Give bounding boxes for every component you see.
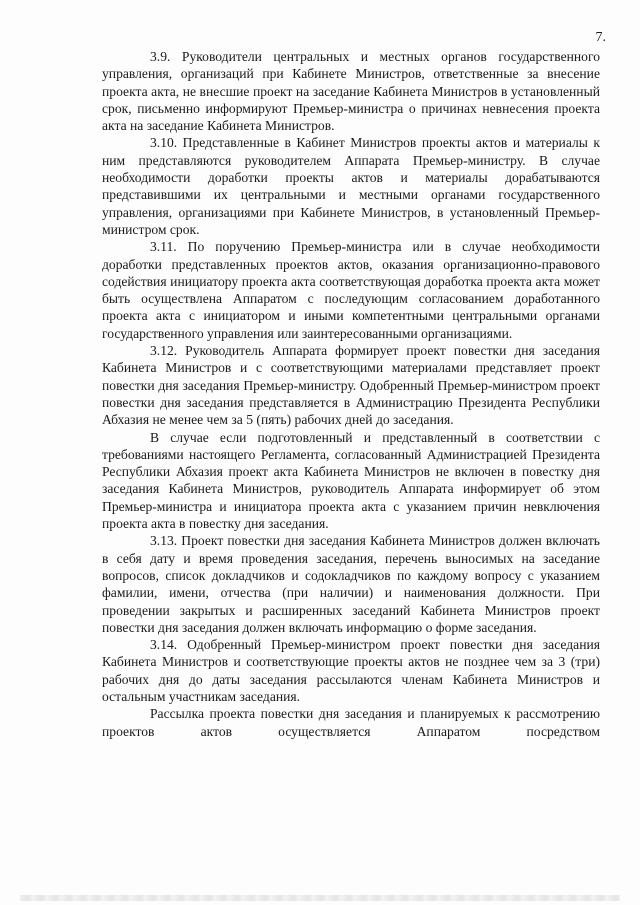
paragraph-3-13: 3.13. Проект повестки дня заседания Кабинета Министров должен включать в себя дату и время проведения заседания, перечень выносимых на заседание вопросов, список докладчиков и содокладчиков по каждому вопросу с указанием фамилии, имени, отчества (при наличии) и наименования должности. При проведении закрытых и расширенных заседаний Кабинета Министров проект повестки дня заседания должен включать информацию о форме заседания. <box>102 533 600 635</box>
paragraph-3-14: 3.14. Одобренный Премьер-министром проект повестки дня заседания Кабинета Министров и соответствующие проекты актов не позднее чем за 3 (три) рабочих дня до даты заседания рассылаются членам Кабинета Министров и остальным участникам заседания. <box>102 637 600 704</box>
paragraph-distribution: Рассылка проекта повестки дня заседания и планируемых к рассмотрению проектов актов осуществляется Аппаратом посредством <box>102 706 600 739</box>
document-body <box>102 48 600 740</box>
paragraph-3-10: 3.10. Представленные в Кабинет Министров проекты актов и материалы к ним представляются руководителем Аппарата Премьер-министру. В случае необходимости доработки проекты актов и материалы дорабатываются представившими их центральными и местными органами государственного управления, организациями при Кабинете Министров, в установленный Премьер-министром срок. <box>102 135 600 237</box>
paragraph-3-12-continued: В случае если подготовленный и представленный в соответствии с требованиями настоящего Регламента, согласованный Администрацией Президента Республики Абхазия проект акта Кабинета Министров не включен в повестку дня заседания Кабинета Министров, руководитель Аппарата информирует об этом Премьер-министра и инициатора проекта акта с указанием причин невключения проекта акта в повестку дня заседания. <box>102 429 600 532</box>
paragraph-3-11: 3.11. По поручению Премьер-министра или в случае необходимости доработки представленных проектов актов, оказания организационно-правового содействия инициатору проекта акта соответствующая доработка проекта акта может быть осуществлена Аппаратом с последующим согласованием доработанного проекта акта с инициатором и иными компетентными центральными органами государственного управления или заинтересованными организациями. <box>102 239 600 341</box>
paragraph-3-9: 3.9. Руководители центральных и местных органов государственного управления, организаций при Кабинете Министров, ответственные за внесение проекта акта, не внесшие проект на заседание Кабинета Министров в установленный срок, письменно информируют Премьер-министра о причинах невнесения проекта акта на заседание Кабинета Министров. <box>102 49 600 134</box>
scan-artifact-strip <box>20 895 620 901</box>
paragraph-3-12: 3.12. Руководитель Аппарата формирует проект повестки дня заседания Кабинета Министров и с соответствующими материалами представляет проект повестки дня заседания Премьер-министру. Одобренный Премьер-министром проект повестки дня заседания представляется в Администрацию Президента Республики Абхазия не менее чем за 5 (пять) рабочих дней до заседания. <box>102 343 600 428</box>
page-number: 7. <box>595 30 606 45</box>
